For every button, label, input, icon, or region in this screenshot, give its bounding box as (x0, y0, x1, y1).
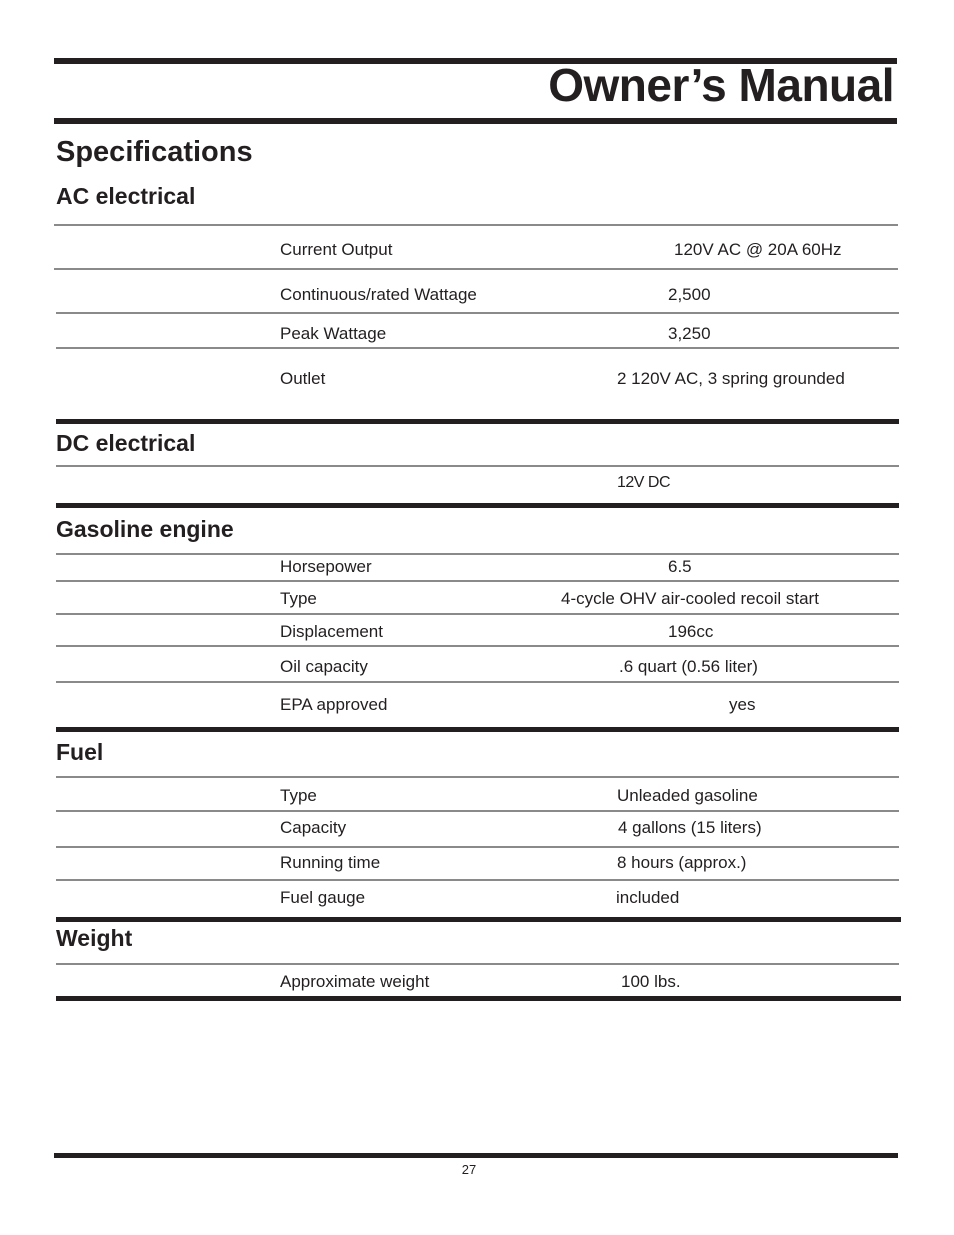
section-heading-gasoline-engine: Gasoline engine (56, 516, 234, 542)
spec-value-peak-wattage: 3,250 (668, 324, 711, 343)
spec-label-engine-type: Type (280, 589, 317, 608)
spec-value-engine-type: 4-cycle OHV air-cooled recoil start (561, 589, 819, 608)
row-divider (56, 312, 899, 314)
section-end-rule (56, 419, 899, 424)
spec-label-oil-capacity: Oil capacity (280, 657, 368, 676)
section-heading-weight: Weight (56, 925, 133, 951)
footer-rule (54, 1153, 898, 1158)
row-divider (56, 347, 899, 349)
row-divider (56, 613, 899, 615)
spec-label-continuous-wattage: Continuous/rated Wattage (280, 285, 477, 304)
section-heading-fuel: Fuel (56, 739, 104, 765)
spec-label-fuel-type: Type (280, 786, 317, 805)
section-heading-ac-electrical: AC electrical (56, 183, 196, 209)
row-divider (56, 879, 899, 881)
row-divider (56, 846, 899, 848)
spec-value-epa-approved: yes (729, 695, 756, 714)
spec-value-continuous-wattage: 2,500 (668, 285, 711, 304)
spec-value-fuel-gauge: included (616, 888, 680, 907)
spec-value-dc-output: 12V DC (617, 474, 671, 491)
row-divider (54, 268, 898, 270)
spec-label-outlet: Outlet (280, 369, 326, 388)
row-divider (56, 645, 899, 647)
row-divider (56, 963, 899, 965)
spec-label-fuel-gauge: Fuel gauge (280, 888, 366, 907)
spec-label-horsepower: Horsepower (280, 557, 372, 576)
section-end-rule (56, 503, 899, 508)
spec-value-displacement: 196cc (668, 622, 714, 641)
spec-value-running-time: 8 hours (approx.) (617, 853, 747, 872)
spec-value-outlet: 2 120V AC, 3 spring grounded (617, 369, 845, 388)
row-divider (56, 776, 899, 778)
spec-label-epa-approved: EPA approved (280, 695, 388, 714)
spec-value-oil-capacity: .6 quart (0.56 liter) (619, 657, 758, 676)
row-divider (54, 224, 898, 226)
spec-label-approximate-weight: Approximate weight (280, 972, 430, 991)
section-end-rule (56, 727, 899, 732)
spec-value-horsepower: 6.5 (668, 557, 692, 576)
spec-value-fuel-type: Unleaded gasoline (617, 786, 758, 805)
spec-label-peak-wattage: Peak Wattage (280, 324, 387, 343)
row-divider (56, 681, 899, 683)
row-divider (56, 580, 899, 582)
page-number: 27 (461, 1162, 477, 1177)
section-heading-dc-electrical: DC electrical (56, 430, 196, 456)
spec-label-displacement: Displacement (280, 622, 383, 641)
spec-value-approximate-weight: 100 lbs. (621, 972, 681, 991)
spec-label-running-time: Running time (280, 853, 381, 872)
section-end-rule (56, 996, 901, 1001)
spec-label-fuel-capacity: Capacity (280, 818, 347, 837)
page-heading: Specifications (56, 136, 253, 168)
document-title: Owner’s Manual (548, 59, 894, 111)
spec-value-current-output: 120V AC @ 20A 60Hz (674, 240, 842, 259)
section-end-rule (56, 917, 901, 922)
row-divider (56, 465, 899, 467)
spec-label-current-output: Current Output (280, 240, 393, 259)
row-divider (56, 810, 899, 812)
header-bottom-rule (54, 118, 897, 124)
row-divider (56, 553, 899, 555)
spec-value-fuel-capacity: 4 gallons (15 liters) (618, 818, 762, 837)
